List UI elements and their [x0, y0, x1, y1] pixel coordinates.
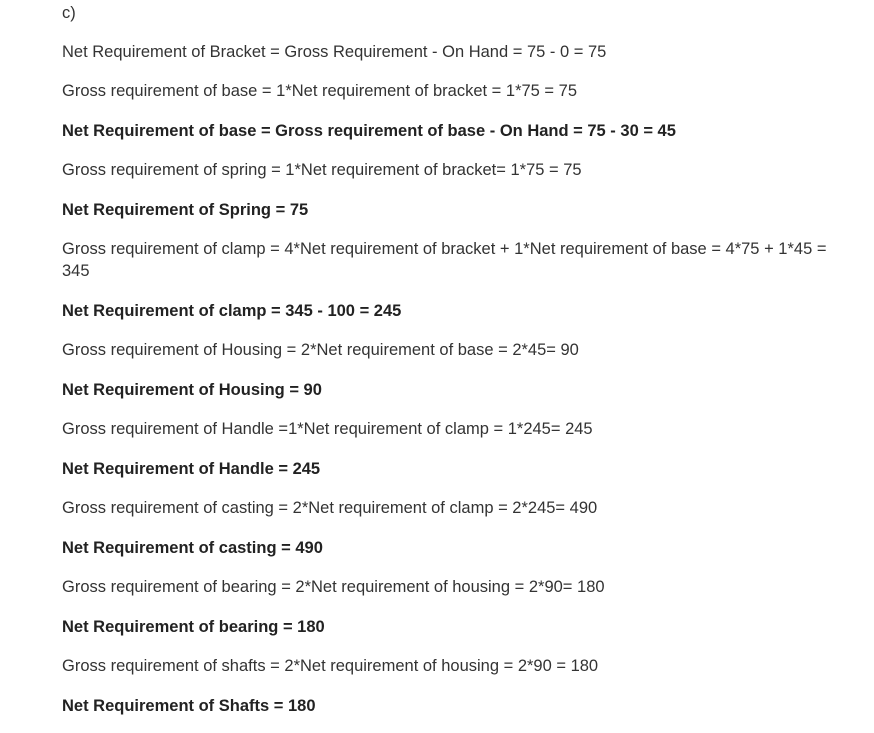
net-requirement-spring: Net Requirement of Spring = 75 — [62, 201, 309, 219]
gross-requirement-housing: Gross requirement of Housing = 2*Net requirement of base = 2*45= 90 — [62, 341, 579, 359]
gross-requirement-shafts: Gross requirement of shafts = 2*Net requirement of housing = 2*90 = 180 — [62, 657, 599, 675]
net-requirement-housing: Net Requirement of Housing = 90 — [62, 381, 322, 399]
net-requirement-shafts: Net Requirement of Shafts = 180 — [62, 697, 316, 715]
gross-requirement-handle: Gross requirement of Handle =1*Net requirement of clamp = 1*245= 245 — [62, 420, 593, 438]
gross-requirement-base: Gross requirement of base = 1*Net requirement of bracket = 1*75 = 75 — [62, 82, 577, 100]
net-requirement-base: Net Requirement of base = Gross requirement of base - On Hand = 75 - 30 = 45 — [62, 122, 676, 140]
gross-requirement-bearing: Gross requirement of bearing = 2*Net requirement of housing = 2*90= 180 — [62, 578, 605, 596]
net-requirement-clamp: Net Requirement of clamp = 345 - 100 = 245 — [62, 302, 402, 320]
net-requirement-handle: Net Requirement of Handle = 245 — [62, 460, 321, 478]
part-label: c) — [62, 4, 76, 22]
gross-requirement-clamp: Gross requirement of clamp = 4*Net requirement of bracket + 1*Net requirement of base = 4*75 + 1*45 = 345 — [62, 240, 827, 280]
gross-requirement-spring: Gross requirement of spring = 1*Net requirement of bracket= 1*75 = 75 — [62, 161, 582, 179]
net-requirement-casting: Net Requirement of casting = 490 — [62, 539, 323, 557]
net-requirement-bearing: Net Requirement of bearing = 180 — [62, 618, 325, 636]
net-requirement-bracket: Net Requirement of Bracket = Gross Requirement - On Hand = 75 - 0 = 75 — [62, 43, 607, 61]
gross-requirement-casting: Gross requirement of casting = 2*Net requirement of clamp = 2*245= 490 — [62, 499, 598, 517]
